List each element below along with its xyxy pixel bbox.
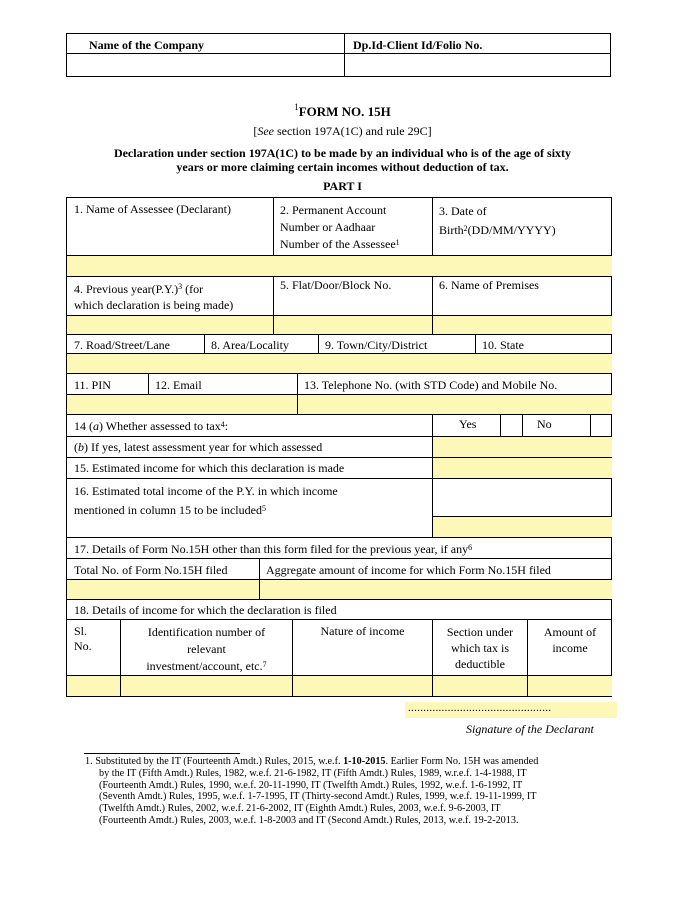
signature-label: Signature of the Declarant — [466, 722, 594, 736]
field-2-footnote-ref: 1 — [395, 238, 400, 247]
field-7-road-label: 7. Road/Street/Lane — [74, 338, 170, 352]
company-name-label: Name of the Company — [89, 38, 204, 52]
id-line-1: Identification number of — [147, 625, 266, 639]
field-8-area-label: 8. Area/Locality — [211, 338, 289, 352]
footnote-line-3: (Fourteenth Amdt.) Rules, 1990, w.e.f. 20-11-1990, IT (Twelfth Amdt.) Rules, 1992, w.e.f. 1-6-1992, IT — [99, 779, 523, 791]
total-income-field[interactable] — [433, 517, 612, 537]
see-open-bracket: [ — [253, 124, 258, 138]
form-title — [0, 104, 685, 120]
field-1-name-label: 1. Name of Assessee (Declarant) — [74, 202, 231, 216]
yes-checkbox[interactable] — [501, 415, 522, 436]
see-line — [0, 124, 685, 139]
section-line-2: which tax is — [451, 641, 509, 655]
no-checkbox[interactable] — [591, 415, 612, 436]
identification-number-header — [121, 622, 292, 677]
field-14a-colon: : — [224, 419, 229, 433]
field-15-estimated-income-label: 15. Estimated income for which this declaration is made — [74, 461, 345, 475]
row4-input-strip[interactable] — [67, 316, 612, 334]
section-line-3: deductible — [455, 657, 505, 671]
form-title-text: FORM NO. 15H — [298, 104, 391, 119]
field-13-telephone-label: 13. Telephone No. (with STD Code) and Mobile No. — [304, 378, 558, 392]
amount-of-income-header — [528, 622, 612, 658]
field-16-footnote-ref: 5 — [261, 504, 266, 513]
title-footnote-ref: 1 — [294, 102, 299, 112]
field-16-line-2 — [74, 501, 338, 520]
serial-no-header — [70, 622, 96, 656]
no-label: No — [537, 417, 552, 431]
footnote-line-2: by the IT (Fifth Amdt.) Rules, 1982, w.e.f. 21-6-1982, IT (Fifth Amdt.) Rules, 1989, w.r.e.f. 1-4-1988, IT — [99, 767, 527, 779]
declaration-line-2: years or more claiming certain incomes without deduction of tax. — [176, 160, 509, 174]
dpid-folio-field[interactable] — [345, 54, 610, 76]
footnote-1b: 1-10-2015 — [343, 756, 386, 767]
field-17-previous-forms-label — [70, 540, 476, 559]
aggregate-income-header: Aggregate amount of income for which Form No.15H filed — [266, 563, 551, 577]
part-heading: PART I — [323, 179, 362, 193]
field-17-text: 17. Details of Form No.15H other than this form filed for the previous year, if any — [74, 542, 469, 556]
field-2-line-2: Number or Aadhaar — [280, 220, 376, 234]
field-9-town-label: 9. Town/City/District — [325, 338, 428, 352]
field-16-line-2-text: mentioned in column 15 to be included — [74, 503, 262, 517]
field-5-flat-label: 5. Flat/Door/Block No. — [280, 278, 392, 292]
see-rest: section 197A(1C) and rule 29C] — [274, 124, 432, 138]
serial-no-line-2: No. — [74, 639, 92, 653]
id-line-3 — [125, 658, 288, 675]
field-3-line-1: 3. Date of — [439, 204, 487, 218]
id-footnote-ref: 7 — [262, 660, 267, 669]
footnote-line-1 — [85, 756, 625, 768]
field-14a-footnote-ref: 4 — [220, 420, 225, 429]
field-4-line-2: which declaration is being made) — [74, 298, 234, 312]
field-12-email-label: 12. Email — [155, 378, 202, 392]
id-line-3-text: investment/account, etc. — [146, 659, 263, 673]
field-4-footnote-ref: 3 — [178, 282, 183, 291]
row11-input-strip[interactable] — [67, 395, 612, 414]
footnote-1a: 1. Substituted by the IT (Fourteenth Amdt.) Rules, 2015, w.e.f. — [85, 756, 344, 767]
estimated-income-field[interactable] — [433, 458, 612, 478]
row18-input-strip[interactable] — [67, 676, 612, 696]
row7-input-strip[interactable] — [67, 354, 612, 373]
amount-line-1: Amount of — [543, 625, 597, 639]
field-14a-text: ) Whether assessed to tax — [99, 419, 221, 433]
field-2-line-1: 2. Permanent Account — [280, 203, 387, 217]
field-4-text-b: (for — [182, 282, 204, 296]
field-3-line-2 — [439, 221, 556, 240]
footnote-line-6: (Fourteenth Amdt.) Rules, 2003, w.e.f. 1-8-2003 and IT (Second Amdt.) Rules, 2013, w.e.f. 19-2-2013. — [99, 814, 519, 826]
field-2-line-3-text: Number of the Assessee — [280, 237, 396, 251]
row17-input-strip[interactable] — [67, 580, 612, 599]
serial-no-line-1: Sl. — [74, 624, 88, 638]
signature-dots: ............................................... — [408, 702, 552, 714]
field-2-line-3 — [280, 236, 428, 253]
footnote-line-5: (Twelfth Amdt.) Rules, 2002, w.e.f. 21-6-2002, IT (Eighth Amdt.) Rules, 2003, w.e.f. 9-6-2003, IT — [99, 803, 501, 815]
see-word: See — [257, 124, 274, 138]
amount-line-2: income — [552, 641, 588, 655]
footnote-line-4: (Seventh Amdt.) Rules, 1995, w.e.f. 1-7-1995, IT (Thirty-second Amdt.) Rules, 1999, w.e.f. 19-11-1999, IT — [99, 791, 537, 803]
field-14a-assessed-label — [70, 417, 232, 436]
field-16-line-1: 16. Estimated total income of the P.Y. in which income — [74, 484, 338, 498]
footnote-1 — [85, 756, 625, 827]
row1-input-strip[interactable] — [67, 256, 612, 276]
section-line-1: Section under — [446, 625, 514, 639]
footnote-1c: . Earlier Form No. 15H was amended — [385, 756, 539, 767]
company-name-field[interactable] — [67, 54, 344, 76]
id-line-2: relevant — [187, 642, 226, 656]
field-14b-letter: b — [78, 440, 84, 454]
nature-of-income-header: Nature of income — [320, 624, 405, 638]
field-14a-pre: 14 ( — [74, 419, 93, 433]
field-18-income-details-label: 18. Details of income for which the declaration is filed — [74, 603, 337, 617]
assessment-year-field[interactable] — [433, 437, 612, 457]
field-4-text-a: 4. Previous year(P.Y.) — [74, 282, 179, 296]
field-4-previous-year-label — [70, 279, 237, 315]
field-6-premises-label: 6. Name of Premises — [439, 278, 539, 292]
field-3-birth: Birth — [439, 223, 464, 237]
field-14b-pre: ( — [74, 440, 78, 454]
field-4-line-1 — [74, 281, 233, 297]
field-3-dob-label — [435, 200, 560, 242]
company-folio-table — [66, 33, 611, 77]
field-16-total-income-label — [70, 480, 342, 522]
field-14b-text: ) If yes, latest assessment year for which assessed — [84, 440, 323, 454]
yes-label: Yes — [459, 417, 477, 431]
field-11-pin-label: 11. PIN — [74, 378, 111, 392]
declaration-line-1: Declaration under section 197A(1C) to be made by an individual who is of the age of sixty — [113, 146, 572, 160]
dpid-folio-label: Dp.Id-Client Id/Folio No. — [353, 38, 483, 52]
total-forms-filed-header: Total No. of Form No.15H filed — [74, 563, 228, 577]
field-14a-letter: a — [93, 419, 99, 433]
field-17-footnote-ref: 6 — [468, 543, 473, 552]
field-14b-assessment-year-label — [70, 438, 326, 457]
field-10-state-label: 10. State — [482, 338, 524, 352]
field-3-footnote-ref: 2 — [463, 224, 468, 233]
field-2-pan-label — [276, 200, 432, 255]
footnote-divider — [84, 753, 240, 754]
section-header — [433, 622, 527, 674]
field-3-format: (DD/MM/YYYY) — [467, 223, 556, 237]
